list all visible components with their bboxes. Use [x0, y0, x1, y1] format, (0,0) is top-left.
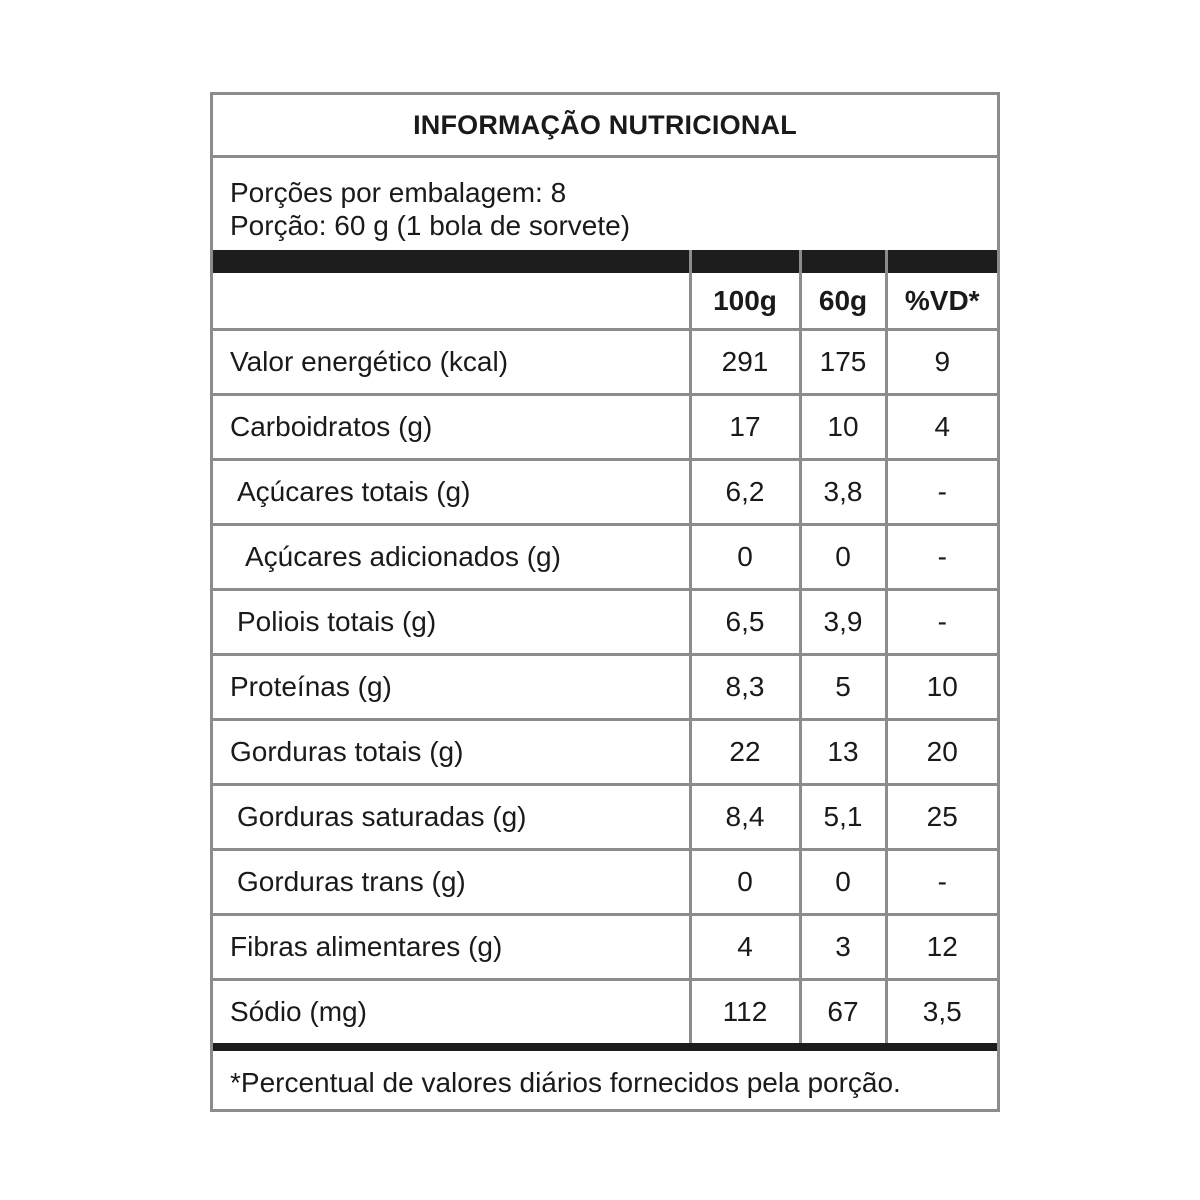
row-per-100g: 112 — [690, 980, 800, 1044]
table-row — [213, 915, 997, 980]
row-name: Valor energético (kcal) — [213, 330, 690, 395]
row-per-60g: 0 — [800, 525, 886, 590]
row-per-60g: 5 — [800, 655, 886, 720]
row-daily-value: 10 — [886, 655, 997, 720]
row-daily-value: - — [886, 460, 997, 525]
row-per-60g: 175 — [800, 330, 886, 395]
row-name: Poliois totais (g) — [213, 590, 690, 655]
table-row — [213, 850, 997, 915]
row-per-100g: 0 — [690, 850, 800, 915]
panel-title: INFORMAÇÃO NUTRICIONAL — [213, 95, 997, 158]
nutrition-facts-panel — [210, 92, 1000, 1112]
row-per-100g: 0 — [690, 525, 800, 590]
row-per-60g: 67 — [800, 980, 886, 1044]
header-dark-bar — [213, 250, 997, 273]
header-daily-value: %VD* — [886, 273, 997, 330]
row-daily-value: 12 — [886, 915, 997, 980]
row-per-60g: 3 — [800, 915, 886, 980]
row-name: Açúcares adicionados (g) — [213, 525, 690, 590]
header-per-60g: 60g — [800, 273, 886, 330]
row-daily-value: 25 — [886, 785, 997, 850]
table-row — [213, 525, 997, 590]
row-daily-value: 9 — [886, 330, 997, 395]
row-per-60g: 13 — [800, 720, 886, 785]
table-row — [213, 395, 997, 460]
row-per-60g: 10 — [800, 395, 886, 460]
portion-info — [213, 158, 997, 250]
nutrition-table — [213, 250, 997, 1043]
row-name: Sódio (mg) — [230, 996, 367, 1027]
row-daily-value: - — [886, 590, 997, 655]
table-row — [213, 785, 997, 850]
row-per-60g: 3,9 — [800, 590, 886, 655]
row-name: Fibras alimentares (g) — [213, 915, 690, 980]
row-daily-value: - — [886, 525, 997, 590]
row-per-100g: 22 — [690, 720, 800, 785]
row-daily-value: 4 — [886, 395, 997, 460]
header-per-100g: 100g — [690, 273, 800, 330]
footnote: *Percentual de valores diários fornecidos pela porção. — [230, 1066, 901, 1098]
row-per-60g: 5,1 — [800, 785, 886, 850]
row-per-60g: 0 — [800, 850, 886, 915]
table-header — [213, 273, 997, 330]
row-daily-value: 3,5 — [886, 980, 997, 1044]
row-name: Açúcares totais (g) — [213, 460, 690, 525]
row-per-100g: 8,4 — [690, 785, 800, 850]
row-name: Proteínas (g) — [213, 655, 690, 720]
footer-dark-bar — [213, 1043, 997, 1051]
table-row — [213, 590, 997, 655]
table-row — [213, 460, 997, 525]
row-per-100g: 6,5 — [690, 590, 800, 655]
table-row — [213, 655, 997, 720]
servings-per-package: Porções por embalagem: 8 — [230, 177, 567, 208]
row-daily-value: 20 — [886, 720, 997, 785]
row-name: Gorduras saturadas (g) — [213, 785, 690, 850]
row-name: Carboidratos (g) — [213, 395, 690, 460]
row-daily-value: - — [886, 850, 997, 915]
row-per-100g: 291 — [690, 330, 800, 395]
row-per-100g: 8,3 — [690, 655, 800, 720]
table-row — [213, 720, 997, 785]
table-row — [213, 330, 997, 395]
row-per-100g: 6,2 — [690, 460, 800, 525]
row-per-60g: 3,8 — [800, 460, 886, 525]
table-row — [213, 980, 997, 1044]
row-per-100g: 4 — [690, 915, 800, 980]
row-name: Gorduras totais (g) — [213, 720, 690, 785]
row-per-100g: 17 — [690, 395, 800, 460]
serving-size: Porção: 60 g (1 bola de sorvete) — [230, 210, 631, 241]
row-name: Gorduras trans (g) — [213, 850, 690, 915]
header-nutrient — [213, 273, 690, 330]
